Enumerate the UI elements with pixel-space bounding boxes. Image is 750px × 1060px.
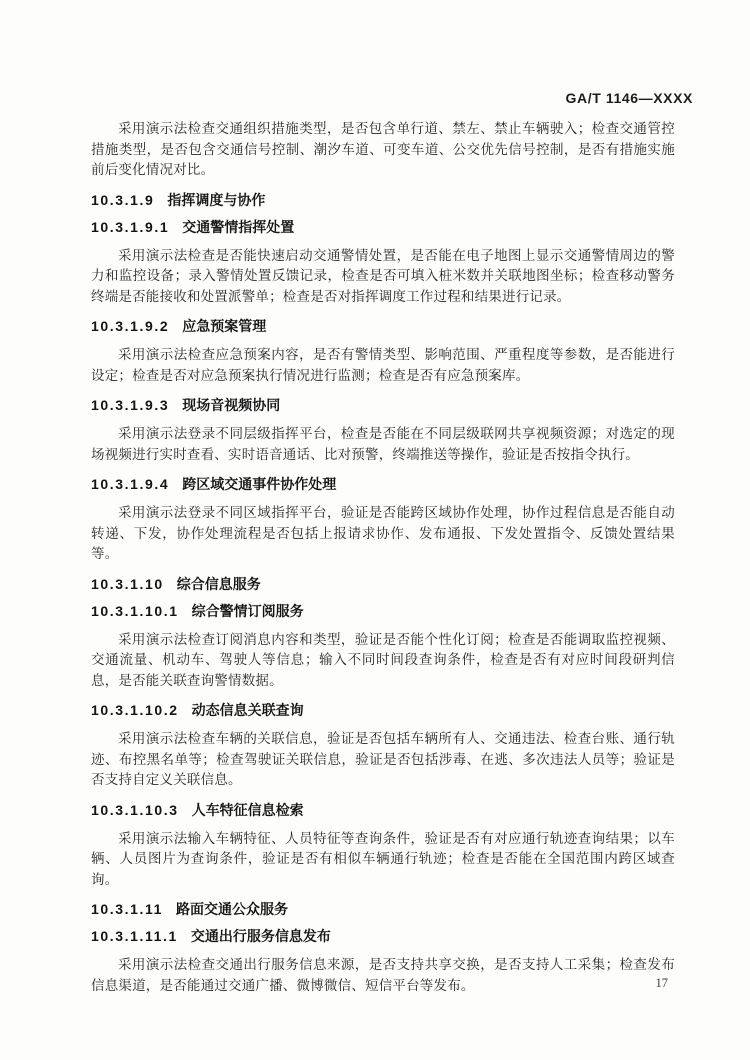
section-heading: [91, 702, 675, 718]
body-paragraph: 采用演示法检查应急预案内容，是否有警情类型、影响范围、严重程度等参数，是否能进行设定；检查是否对应急预案执行情况进行监测；检查是否有应急预案库。: [91, 347, 675, 383]
heading-title: 交通警情指挥处置: [182, 218, 295, 235]
body-paragraph: 采用演示法登录不同区域指挥平台，验证是否能跨区域协作处理，协作过程信息是否能自动转递、下发，协作处理流程是否包括上报请求协作、发布通报、下发处置指令、反馈处置结果等。: [91, 505, 675, 561]
section-heading: [91, 397, 675, 413]
body-paragraph: 采用演示法检查车辆的关联信息，验证是否包括车辆所有人、交通违法、检查台账、通行轨迹、布控黑名单等；检查驾驶证关联信息，验证是否包括涉毒、在逃、多次违法人员等；验证是否支持自定义关联信息。: [91, 731, 675, 787]
section-heading: [91, 928, 675, 944]
heading-number: 10.3.1.10.1: [91, 602, 179, 619]
heading-number: 10.3.1.9.2: [91, 318, 170, 334]
heading-number: 10.3.1.10.2: [91, 702, 179, 718]
body-paragraph: 采用演示法检查交通组织措施类型，是否包含单行道、禁左、禁止车辆驶入；检查交通管控措施类型，是否包含交通信号控制、潮汐车道、可变车道、公交优先信号控制，是否有措施实施前后变化情况对比。: [91, 121, 675, 177]
heading-title: 综合信息服务: [176, 575, 261, 592]
heading-number: 10.3.1.10: [91, 575, 164, 592]
section-heading: [91, 901, 675, 917]
section-heading: [91, 192, 675, 208]
page-number: 17: [655, 976, 668, 990]
body-paragraph: 采用演示法检查是否能快速启动交通警情处置，是否能在电子地图上显示交通警情周边的警力和监控设备；录入警情处置反馈记录，检查是否可填入桩米数并关联地图坐标；检查移动警务终端是否能接收和处置派警单；检查是否对指挥调度工作过程和结果进行记录。: [91, 247, 675, 304]
page-content: [91, 112, 675, 1003]
heading-title: 交通出行服务信息发布: [190, 928, 331, 944]
section-heading: [91, 318, 675, 334]
heading-title: 跨区域交通事件协作处理: [182, 476, 337, 492]
section-heading: [91, 219, 675, 235]
section-heading: [91, 802, 675, 818]
body-paragraph: 采用演示法检查交通出行服务信息来源，是否支持共享交换，是否支持人工采集；检查发布信息渠道，是否能通过交通广播、微博微信、短信平台等发布。: [91, 957, 675, 993]
heading-number: 10.3.1.10.3: [91, 801, 179, 818]
heading-title: 动态信息关联查询: [191, 702, 304, 718]
section-heading: [91, 476, 675, 492]
heading-title: 指挥调度与协作: [167, 191, 266, 208]
section-heading: [91, 576, 675, 592]
body-paragraph: 采用演示法输入车辆特征、人员特征等查询条件，验证是否有对应通行轨迹查询结果；以车辆、人员图片为查询条件，验证是否有相似车辆通行轨迹；检查是否能在全国范围内跨区域查询。: [91, 830, 675, 887]
heading-title: 综合警情订阅服务: [191, 602, 304, 619]
heading-number: 10.3.1.9.1: [91, 218, 170, 235]
body-paragraph: 采用演示法登录不同层级指挥平台，检查是否能在不同层级联网共享视频资源；对选定的现场视频进行实时查看、实时语音通话、比对预警，终端推送等操作，验证是否按指令执行。: [91, 426, 675, 462]
heading-title: 现场音视频协同: [182, 397, 281, 413]
heading-number: 10.3.1.11.1: [91, 928, 178, 944]
heading-title: 人车特征信息检索: [191, 801, 304, 818]
doc-code: GA/T 1146—XXXX: [565, 90, 693, 106]
section-heading: [91, 603, 675, 619]
heading-number: 10.3.1.9: [91, 191, 155, 208]
body-paragraph: 采用演示法检查订阅消息内容和类型，验证是否能个性化订阅；检查是否能调取监控视频、交通流量、机动车、驾驶人等信息；输入不同时间段查询条件，检查是否有对应时间段研判信息，是否能关联查询警情数据。: [91, 631, 675, 688]
heading-title: 应急预案管理: [182, 318, 267, 334]
heading-number: 10.3.1.9.3: [91, 397, 170, 413]
heading-number: 10.3.1.11: [91, 901, 164, 917]
heading-number: 10.3.1.9.4: [91, 476, 170, 492]
heading-title: 路面交通公众服务: [176, 901, 289, 917]
